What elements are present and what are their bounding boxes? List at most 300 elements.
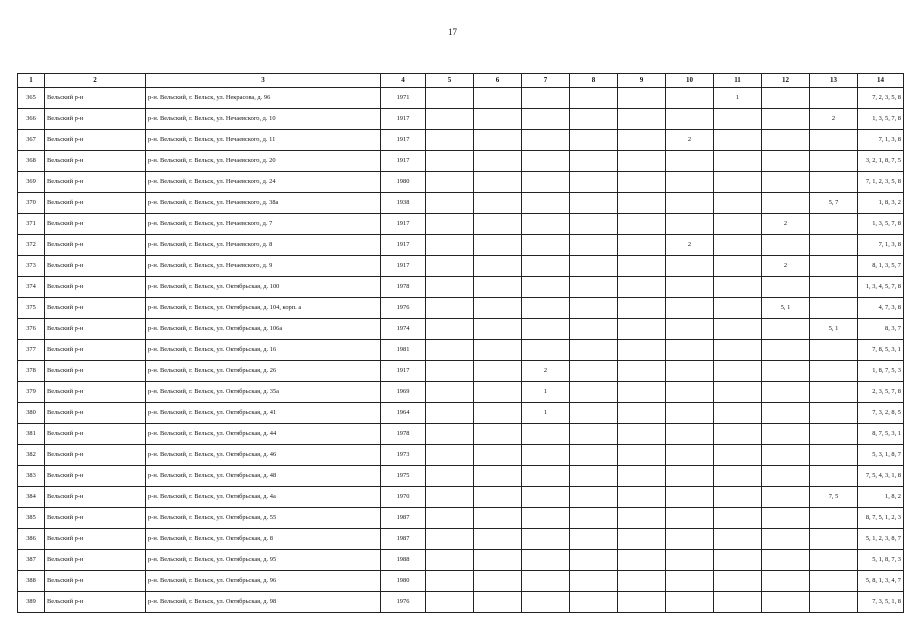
cell-col5	[426, 214, 474, 235]
cell-number: 366	[18, 109, 45, 130]
cell-col9	[618, 88, 666, 109]
cell-address: р-н. Вельский, г. Вельск, ул. Октябрьская, д. 8	[146, 529, 381, 550]
cell-col14: 7, 2, 3, 5, 8	[858, 88, 904, 109]
cell-col10	[666, 361, 714, 382]
cell-district: Вельский р-н	[45, 151, 146, 172]
cell-col14: 1, 3, 4, 5, 7, 8	[858, 277, 904, 298]
cell-col13	[810, 382, 858, 403]
table-row	[18, 424, 904, 445]
cell-number: 382	[18, 445, 45, 466]
column-header: 7	[522, 74, 570, 88]
cell-col5	[426, 571, 474, 592]
cell-col11	[714, 340, 762, 361]
cell-number: 376	[18, 319, 45, 340]
cell-col10	[666, 256, 714, 277]
cell-col6	[474, 445, 522, 466]
cell-col6	[474, 277, 522, 298]
cell-col9	[618, 424, 666, 445]
cell-number: 385	[18, 508, 45, 529]
cell-col9	[618, 214, 666, 235]
cell-col9	[618, 487, 666, 508]
cell-col11	[714, 193, 762, 214]
column-header: 14	[858, 74, 904, 88]
cell-col11	[714, 487, 762, 508]
cell-col9	[618, 382, 666, 403]
cell-year: 1981	[381, 340, 426, 361]
table-row	[18, 277, 904, 298]
cell-col8	[570, 340, 618, 361]
table-row	[18, 340, 904, 361]
cell-col12	[762, 550, 810, 571]
cell-year: 1980	[381, 571, 426, 592]
cell-col5	[426, 256, 474, 277]
table-row	[18, 235, 904, 256]
cell-col12	[762, 172, 810, 193]
cell-district: Вельский р-н	[45, 88, 146, 109]
cell-year: 1978	[381, 277, 426, 298]
cell-address: р-н. Вельский, г. Вельск, ул. Нечаевского, д. 24	[146, 172, 381, 193]
cell-col8	[570, 319, 618, 340]
cell-col7	[522, 214, 570, 235]
cell-col13: 7, 5	[810, 487, 858, 508]
cell-year: 1975	[381, 466, 426, 487]
cell-col11	[714, 445, 762, 466]
table-row	[18, 571, 904, 592]
cell-col12	[762, 592, 810, 613]
cell-col6	[474, 550, 522, 571]
cell-col10	[666, 88, 714, 109]
column-header: 3	[146, 74, 381, 88]
cell-col12	[762, 424, 810, 445]
cell-col9	[618, 466, 666, 487]
cell-col7	[522, 592, 570, 613]
cell-col11	[714, 529, 762, 550]
cell-col7	[522, 256, 570, 277]
cell-col7: 2	[522, 361, 570, 382]
cell-col6	[474, 256, 522, 277]
cell-col5	[426, 319, 474, 340]
cell-col5	[426, 529, 474, 550]
cell-address: р-н. Вельский, г. Вельск, ул. Нечаевского, д. 8	[146, 235, 381, 256]
cell-number: 381	[18, 424, 45, 445]
cell-year: 1976	[381, 592, 426, 613]
cell-col7	[522, 508, 570, 529]
cell-address: р-н. Вельский, г. Вельск, ул. Нечаевского, д. 10	[146, 109, 381, 130]
cell-address: р-н. Вельский, г. Вельск, ул. Октябрьская, д. 16	[146, 340, 381, 361]
cell-year: 1988	[381, 550, 426, 571]
column-header: 12	[762, 74, 810, 88]
cell-district: Вельский р-н	[45, 424, 146, 445]
cell-col11	[714, 550, 762, 571]
cell-number: 384	[18, 487, 45, 508]
cell-col5	[426, 88, 474, 109]
cell-col13: 2	[810, 109, 858, 130]
cell-col10	[666, 508, 714, 529]
cell-col5	[426, 109, 474, 130]
cell-col7	[522, 172, 570, 193]
cell-col12: 5, 1	[762, 298, 810, 319]
cell-col7	[522, 340, 570, 361]
cell-col7: 1	[522, 382, 570, 403]
cell-address: р-н. Вельский, г. Вельск, ул. Нечаевского, д. 20	[146, 151, 381, 172]
cell-number: 375	[18, 298, 45, 319]
table-row	[18, 508, 904, 529]
cell-col8	[570, 550, 618, 571]
cell-col7	[522, 151, 570, 172]
cell-col8	[570, 403, 618, 424]
cell-address: р-н. Вельский, г. Вельск, ул. Октябрьская, д. 26	[146, 361, 381, 382]
cell-col12	[762, 340, 810, 361]
cell-col9	[618, 592, 666, 613]
cell-col6	[474, 508, 522, 529]
cell-year: 1987	[381, 508, 426, 529]
table-row	[18, 592, 904, 613]
cell-col5	[426, 508, 474, 529]
cell-number: 365	[18, 88, 45, 109]
table-row	[18, 193, 904, 214]
cell-col6	[474, 340, 522, 361]
cell-col8	[570, 361, 618, 382]
cell-col10	[666, 277, 714, 298]
column-header: 5	[426, 74, 474, 88]
column-header: 4	[381, 74, 426, 88]
cell-col9	[618, 172, 666, 193]
cell-address: р-н. Вельский, г. Вельск, ул. Некрасова, д. 96	[146, 88, 381, 109]
column-header: 1	[18, 74, 45, 88]
cell-number: 373	[18, 256, 45, 277]
cell-col9	[618, 529, 666, 550]
cell-col8	[570, 424, 618, 445]
cell-number: 371	[18, 214, 45, 235]
cell-col11	[714, 151, 762, 172]
cell-col13	[810, 256, 858, 277]
cell-col12	[762, 277, 810, 298]
cell-col13	[810, 214, 858, 235]
cell-col13	[810, 298, 858, 319]
cell-col5	[426, 445, 474, 466]
cell-number: 369	[18, 172, 45, 193]
cell-col7	[522, 571, 570, 592]
cell-col10: 2	[666, 235, 714, 256]
cell-col12	[762, 571, 810, 592]
table-row	[18, 88, 904, 109]
cell-col12	[762, 466, 810, 487]
cell-number: 377	[18, 340, 45, 361]
cell-col13	[810, 172, 858, 193]
cell-col14: 5, 3, 1, 8, 7	[858, 445, 904, 466]
cell-col9	[618, 340, 666, 361]
cell-number: 388	[18, 571, 45, 592]
cell-col9	[618, 319, 666, 340]
table-row	[18, 361, 904, 382]
cell-col13	[810, 508, 858, 529]
cell-year: 1978	[381, 424, 426, 445]
cell-col5	[426, 277, 474, 298]
cell-col11	[714, 571, 762, 592]
cell-col7	[522, 298, 570, 319]
cell-col10	[666, 592, 714, 613]
cell-number: 367	[18, 130, 45, 151]
cell-col10	[666, 487, 714, 508]
cell-col12	[762, 487, 810, 508]
cell-year: 1917	[381, 151, 426, 172]
cell-col8	[570, 445, 618, 466]
table-body	[18, 88, 904, 613]
cell-col12	[762, 235, 810, 256]
cell-col7	[522, 319, 570, 340]
cell-col11	[714, 592, 762, 613]
cell-col5	[426, 403, 474, 424]
cell-col14: 8, 1, 3, 5, 7	[858, 256, 904, 277]
cell-col14: 7, 1, 2, 3, 5, 8	[858, 172, 904, 193]
cell-col6	[474, 382, 522, 403]
cell-district: Вельский р-н	[45, 571, 146, 592]
cell-col12	[762, 403, 810, 424]
cell-col10	[666, 550, 714, 571]
cell-col13	[810, 424, 858, 445]
cell-address: р-н. Вельский, г. Вельск, ул. Октябрьская, д. 46	[146, 445, 381, 466]
cell-col7	[522, 130, 570, 151]
cell-col9	[618, 508, 666, 529]
cell-district: Вельский р-н	[45, 466, 146, 487]
cell-col10	[666, 466, 714, 487]
cell-year: 1938	[381, 193, 426, 214]
cell-col14: 8, 7, 5, 1, 2, 3	[858, 508, 904, 529]
cell-col8	[570, 466, 618, 487]
cell-col10	[666, 109, 714, 130]
cell-district: Вельский р-н	[45, 256, 146, 277]
cell-col14: 7, 8, 5, 3, 1	[858, 340, 904, 361]
cell-col9	[618, 235, 666, 256]
cell-col13	[810, 340, 858, 361]
cell-col8	[570, 487, 618, 508]
cell-district: Вельский р-н	[45, 193, 146, 214]
cell-address: р-н. Вельский, г. Вельск, ул. Октябрьская, д. 95	[146, 550, 381, 571]
cell-col12	[762, 529, 810, 550]
cell-year: 1971	[381, 88, 426, 109]
cell-col9	[618, 193, 666, 214]
cell-col14: 3, 2, 1, 8, 7, 5	[858, 151, 904, 172]
cell-col10	[666, 340, 714, 361]
table-row	[18, 256, 904, 277]
cell-district: Вельский р-н	[45, 298, 146, 319]
cell-col10	[666, 445, 714, 466]
cell-col7	[522, 529, 570, 550]
cell-col10	[666, 403, 714, 424]
cell-col8	[570, 508, 618, 529]
table-row	[18, 130, 904, 151]
cell-col8	[570, 571, 618, 592]
cell-col12	[762, 319, 810, 340]
cell-col7	[522, 445, 570, 466]
cell-address: р-н. Вельский, г. Вельск, ул. Октябрьская, д. 96	[146, 571, 381, 592]
cell-col9	[618, 361, 666, 382]
cell-year: 1917	[381, 235, 426, 256]
cell-col9	[618, 256, 666, 277]
table-row	[18, 214, 904, 235]
cell-col6	[474, 172, 522, 193]
cell-district: Вельский р-н	[45, 319, 146, 340]
cell-col14: 5, 1, 2, 3, 8, 7	[858, 529, 904, 550]
cell-col10: 2	[666, 130, 714, 151]
table-row	[18, 403, 904, 424]
cell-col14: 1, 3, 5, 7, 8	[858, 214, 904, 235]
cell-col6	[474, 109, 522, 130]
column-header: 13	[810, 74, 858, 88]
page-number: 17	[448, 27, 457, 37]
cell-district: Вельский р-н	[45, 508, 146, 529]
cell-col10	[666, 529, 714, 550]
column-header: 2	[45, 74, 146, 88]
cell-col14: 1, 8, 2	[858, 487, 904, 508]
cell-col14: 5, 1, 8, 7, 3	[858, 550, 904, 571]
cell-col8	[570, 109, 618, 130]
cell-col13	[810, 361, 858, 382]
cell-col11	[714, 319, 762, 340]
cell-col11	[714, 466, 762, 487]
cell-district: Вельский р-н	[45, 529, 146, 550]
cell-col13	[810, 571, 858, 592]
cell-col8	[570, 298, 618, 319]
cell-col13	[810, 592, 858, 613]
cell-col5	[426, 235, 474, 256]
cell-address: р-н. Вельский, г. Вельск, ул. Октябрьская, д. 55	[146, 508, 381, 529]
cell-col5	[426, 550, 474, 571]
cell-number: 380	[18, 403, 45, 424]
cell-col8	[570, 592, 618, 613]
cell-address: р-н. Вельский, г. Вельск, ул. Нечаевского, д. 7	[146, 214, 381, 235]
cell-col11: 1	[714, 88, 762, 109]
table-row	[18, 382, 904, 403]
cell-col11	[714, 298, 762, 319]
cell-col13	[810, 235, 858, 256]
cell-col12	[762, 130, 810, 151]
cell-col7	[522, 550, 570, 571]
cell-address: р-н. Вельский, г. Вельск, ул. Октябрьская, д. 35а	[146, 382, 381, 403]
cell-year: 1917	[381, 130, 426, 151]
cell-col5	[426, 424, 474, 445]
cell-number: 386	[18, 529, 45, 550]
cell-col7	[522, 193, 570, 214]
cell-col9	[618, 130, 666, 151]
cell-col9	[618, 277, 666, 298]
table-row	[18, 298, 904, 319]
cell-col11	[714, 172, 762, 193]
cell-year: 1969	[381, 382, 426, 403]
cell-col8	[570, 214, 618, 235]
cell-address: р-н. Вельский, г. Вельск, ул. Октябрьская, д. 41	[146, 403, 381, 424]
cell-col14: 4, 7, 3, 8	[858, 298, 904, 319]
cell-year: 1964	[381, 403, 426, 424]
cell-number: 372	[18, 235, 45, 256]
column-header: 11	[714, 74, 762, 88]
cell-col10	[666, 319, 714, 340]
cell-col11	[714, 424, 762, 445]
cell-col6	[474, 88, 522, 109]
cell-col12	[762, 88, 810, 109]
cell-col12: 2	[762, 256, 810, 277]
cell-col11	[714, 361, 762, 382]
cell-address: р-н. Вельский, г. Вельск, ул. Октябрьская, д. 100	[146, 277, 381, 298]
table-row	[18, 487, 904, 508]
cell-address: р-н. Вельский, г. Вельск, ул. Октябрьская, д. 104, корп. а	[146, 298, 381, 319]
cell-district: Вельский р-н	[45, 277, 146, 298]
cell-col13	[810, 277, 858, 298]
cell-year: 1917	[381, 109, 426, 130]
cell-district: Вельский р-н	[45, 445, 146, 466]
cell-year: 1987	[381, 529, 426, 550]
cell-col8	[570, 151, 618, 172]
cell-col13	[810, 466, 858, 487]
cell-number: 374	[18, 277, 45, 298]
cell-col8	[570, 235, 618, 256]
cell-col8	[570, 529, 618, 550]
cell-col5	[426, 130, 474, 151]
cell-col13	[810, 445, 858, 466]
table-row	[18, 151, 904, 172]
cell-col7	[522, 109, 570, 130]
cell-col14: 8, 7, 5, 3, 1	[858, 424, 904, 445]
cell-col6	[474, 487, 522, 508]
cell-district: Вельский р-н	[45, 172, 146, 193]
cell-district: Вельский р-н	[45, 550, 146, 571]
cell-district: Вельский р-н	[45, 592, 146, 613]
cell-col14: 7, 5, 4, 3, 1, 8	[858, 466, 904, 487]
cell-col6	[474, 424, 522, 445]
cell-col14: 1, 8, 3, 2	[858, 193, 904, 214]
column-header: 6	[474, 74, 522, 88]
table-row	[18, 319, 904, 340]
cell-address: р-н. Вельский, г. Вельск, ул. Октябрьская, д. 4а	[146, 487, 381, 508]
cell-col9	[618, 445, 666, 466]
cell-col14: 7, 3, 2, 8, 5	[858, 403, 904, 424]
cell-col12	[762, 193, 810, 214]
cell-col10	[666, 424, 714, 445]
cell-col13	[810, 151, 858, 172]
cell-col5	[426, 340, 474, 361]
cell-col13	[810, 403, 858, 424]
table-row	[18, 466, 904, 487]
cell-col11	[714, 235, 762, 256]
cell-col10	[666, 298, 714, 319]
cell-col12	[762, 361, 810, 382]
cell-col12	[762, 382, 810, 403]
cell-col14: 2, 3, 5, 7, 8	[858, 382, 904, 403]
cell-col10	[666, 151, 714, 172]
cell-col11	[714, 403, 762, 424]
header-row	[18, 74, 904, 88]
column-header: 10	[666, 74, 714, 88]
cell-col12	[762, 151, 810, 172]
cell-col13	[810, 529, 858, 550]
cell-col5	[426, 487, 474, 508]
cell-year: 1917	[381, 214, 426, 235]
cell-address: р-н. Вельский, г. Вельск, ул. Нечаевского, д. 9	[146, 256, 381, 277]
cell-col8	[570, 256, 618, 277]
cell-col5	[426, 172, 474, 193]
cell-col12	[762, 445, 810, 466]
cell-col5	[426, 193, 474, 214]
table-row	[18, 172, 904, 193]
cell-col9	[618, 298, 666, 319]
table-row	[18, 529, 904, 550]
cell-address: р-н. Вельский, г. Вельск, ул. Октябрьская, д. 44	[146, 424, 381, 445]
cell-col8	[570, 277, 618, 298]
cell-col9	[618, 151, 666, 172]
cell-col14: 7, 1, 3, 8	[858, 235, 904, 256]
cell-address: р-н. Вельский, г. Вельск, ул. Октябрьская, д. 48	[146, 466, 381, 487]
cell-col7	[522, 277, 570, 298]
